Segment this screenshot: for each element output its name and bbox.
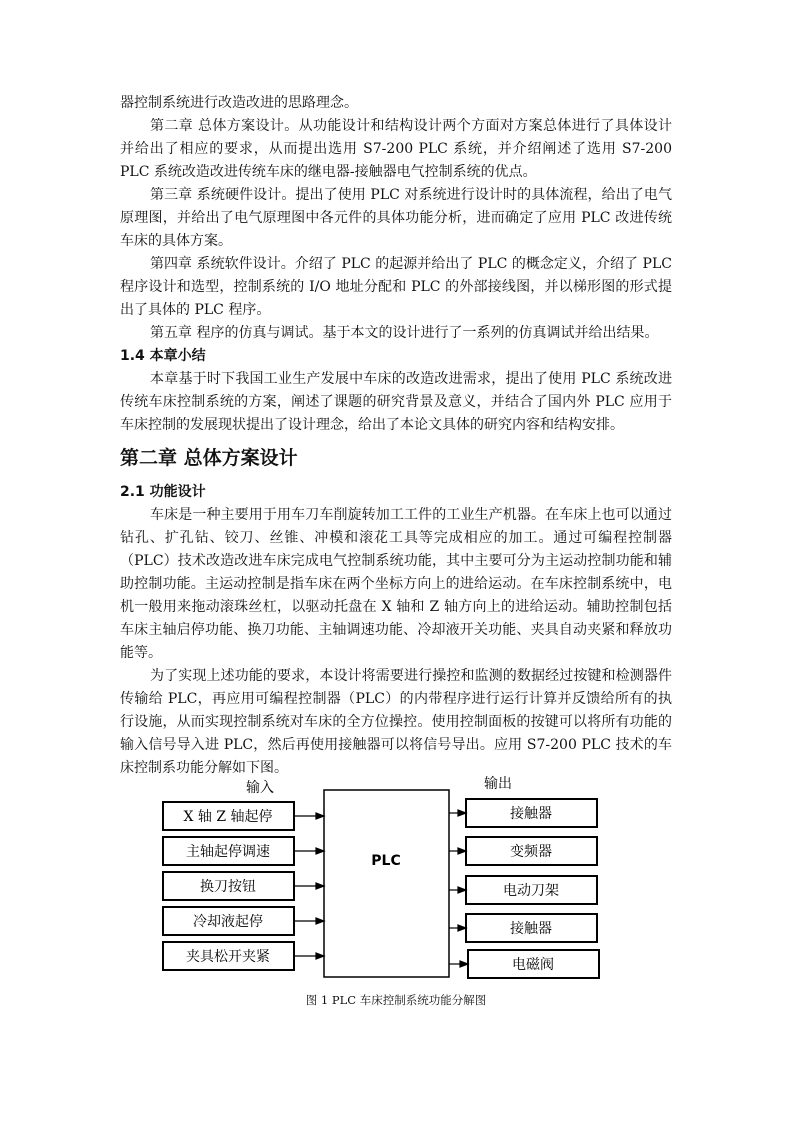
paragraph-chapter4-summary: 第四章 系统软件设计。介绍了 PLC 的起源并给出了 PLC 的概念定义，介绍了 PLC 程序设计和选型，控制系统的 I/O 地址分配和 PLC 的外部接线图，并以梯形图的形式提出了具体的 PLC 程序。: [120, 256, 672, 318]
paragraph-chapter3-summary: 第三章 系统硬件设计。提出了使用 PLC 对系统进行设计时的具体流程，给出了电气原理图，并给出了电气原理图中各元件的具体功能分析，进而确定了应用 PLC 改进传统车床的具体方案。: [120, 187, 672, 249]
input-arrows: [294, 813, 324, 959]
output-label-2: 变频器: [510, 844, 552, 860]
output-label-1: 接触器: [510, 806, 552, 822]
output-label-3: 电动刀架: [503, 883, 559, 899]
diagram-input-label: 输入: [246, 780, 274, 796]
paragraph-chapter2-summary: 第二章 总体方案设计。从功能设计和结构设计两个方面对方案总体进行了具体设计并给出了相应的要求，从而提出选用 S7-200 PLC 系统，并介绍阐述了选用 S7-200 PLC 系统改造改进传统车床的继电器-接触器电气控制系统的优点。: [120, 118, 672, 180]
plc-function-diagram: [155, 770, 615, 985]
input-label-4: 冷却液起停: [193, 914, 263, 930]
section-1-4-heading: 1.4 本章小结: [120, 348, 206, 364]
diagram-output-label: 输出: [484, 776, 512, 792]
input-label-5: 夹具松开夹紧: [186, 949, 270, 965]
plc-label: PLC: [371, 853, 401, 869]
paragraph-chapter5-summary: 第五章 程序的仿真与调试。基于本文的设计进行了一系列的仿真调试并给出结果。: [150, 325, 659, 341]
plc-box: [324, 790, 449, 977]
figure-caption: 图 1 PLC 车床控制系统功能分解图: [305, 993, 487, 1007]
chapter-2-title: 第二章 总体方案设计: [120, 447, 298, 469]
section-2-1-paragraph-1: 车床是一种主要用于用车刀车削旋转加工工件的工业生产机器。在车床上也可以通过钻孔、扩孔钻、铰刀、丝锥、冲模和滚花工具等完成相应的加工。通过可编程控制器（PLC）技术改造改进车床完成电气控制系统功能，其中主要可分为主运动控制功能和辅助控制功能。主运动控制是指车床在两个坐标方向上的进给运动。在车床控制系统中，电机一般用来拖动滚珠丝杠，以驱动托盘在 X 轴和 Z 轴方向上的进给运动。辅助控制包括车床主轴启停功能、换刀功能、主轴调速功能、冷却液开关功能、夹具自动夹紧和释放功能等。: [120, 507, 672, 661]
output-label-4: 接触器: [510, 921, 552, 937]
paragraph-continued: 器控制系统进行改造改进的思路理念。: [120, 95, 358, 111]
input-label-1: X 轴 Z 轴起停: [183, 809, 273, 825]
section-2-1-paragraph-2: 为了实现上述功能的要求，本设计将需要进行操控和监测的数据经过按键和检测器件传输给 PLC，再应用可编程控制器（PLC）的内带程序进行运行计算并反馈给所有的执行设施，从而实现控制系统对车床的全方位操控。使用控制面板的按键可以将所有功能的输入信号导入进 PLC，然后再使用接触器可以将信号导出。应用 S7-200 PLC 技术的车床控制系功能分解如下图。: [120, 668, 672, 776]
output-label-5: 电磁阀: [512, 957, 554, 973]
section-1-4-body: 本章基于时下我国工业生产发展中车床的改造改进需求，提出了使用 PLC 系统改进传统车床控制系统的方案，阐述了课题的研究背景及意义，并结合了国内外 PLC 应用于车床控制的发展现状提出了设计理念，给出了本论文具体的研究内容和结构安排。: [120, 371, 672, 433]
section-2-1-heading: 2.1 功能设计: [120, 484, 206, 500]
text-block-top: [120, 92, 672, 780]
input-label-2: 主轴起停调速: [186, 844, 270, 860]
input-label-3: 换刀按钮: [200, 879, 256, 895]
